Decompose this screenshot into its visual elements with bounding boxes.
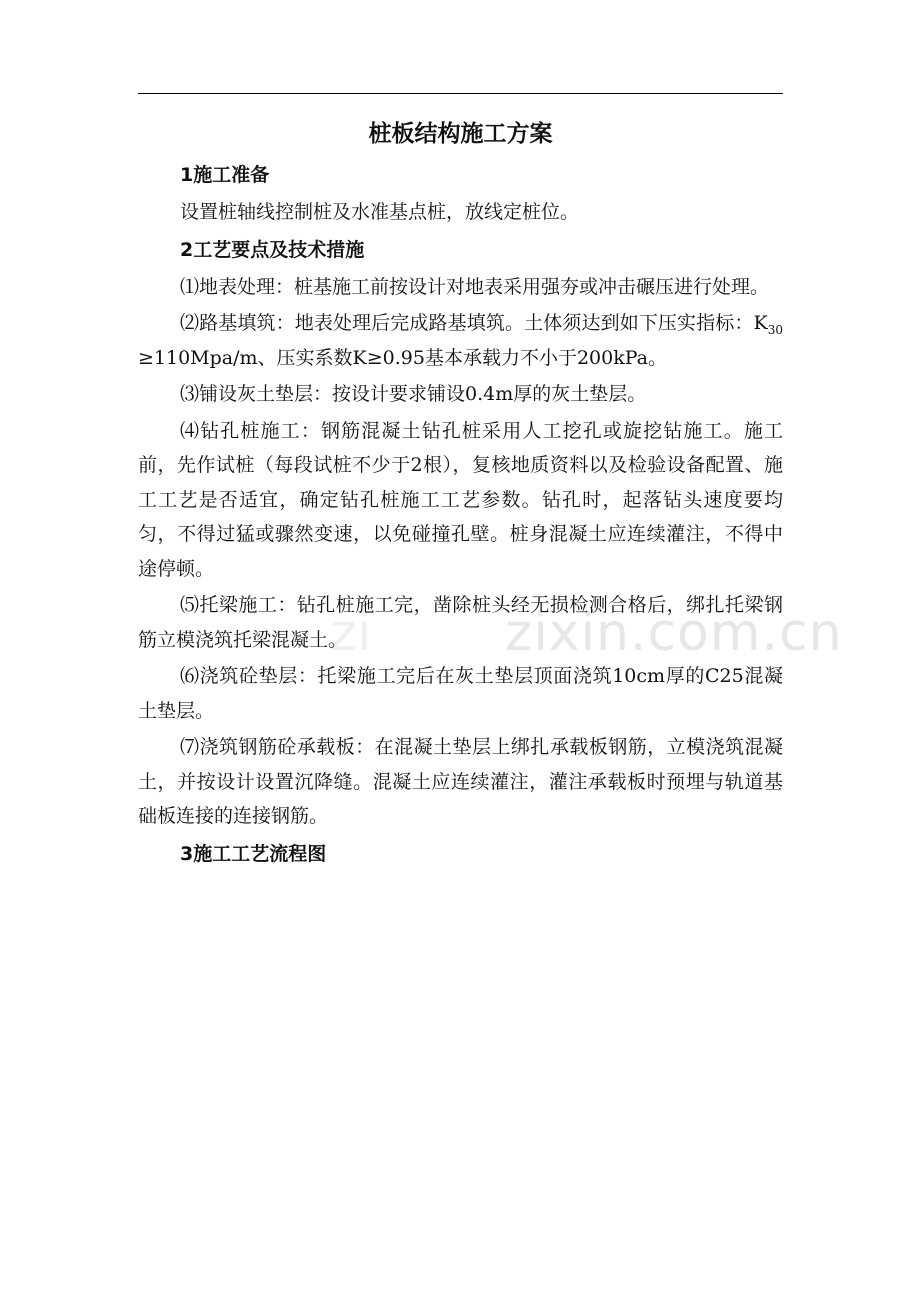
header-rule: [138, 93, 783, 94]
paragraph-lime-soil-layer: ⑶铺设灰土垫层：按设计要求铺设0.4m厚的灰土垫层。: [180, 383, 647, 405]
watermark-left: zi: [330, 603, 372, 663]
paragraph-concrete-cushion: ⑹浇筑砼垫层：托梁施工完后在灰土垫层顶面浇筑10cm厚的C25混凝土垫层。: [138, 665, 783, 722]
paragraph-bored-pile: ⑷钻孔桩施工：钢筋混凝土钻孔桩采用人工挖孔或旋挖钻施工。施工前，先作试桩（每段试桩不少于2根），复核地质资料以及检验设备配置、施工工艺是否适宜，确定钻孔桩施工工艺参数。钻孔时，起落钻头速度要均匀，不得过猛或骤然变速，以免碰撞孔壁。桩身混凝土应连续灌注，不得中途停顿。: [138, 419, 783, 580]
section-heading-2: 2工艺要点及技术措施: [180, 238, 365, 261]
watermark: zixin.com.cn: [505, 603, 843, 663]
paragraph-bearing-slab: ⑺浇筑钢筋砼承载板：在混凝土垫层上绑扎承载板钢筋，立模浇筑混凝土，并按设计设置沉降缝。混凝土应连续灌注，灌注承载板时预埋与轨道基础板连接的连接钢筋。: [138, 736, 783, 827]
subgrade-text-b: ≥110Mpa/m、压实系数K≥0.95基本承载力不小于200kPa。: [138, 346, 668, 369]
paragraph-support-beam: ⑸托梁施工：钻孔桩施工完，凿除桩头经无损检测合格后，绑扎托梁钢筋立模浇筑托梁混凝土。: [138, 594, 783, 651]
section-heading-1: 1施工准备: [180, 164, 270, 186]
section-1-paragraph: 设置桩轴线控制桩及水准基点桩，放线定桩位。: [180, 201, 580, 223]
paragraph-subgrade-filling: [138, 306, 783, 375]
document-title: 桩板结构施工方案: [368, 121, 553, 147]
paragraph-surface-treatment: ⑴地表处理：桩基施工前按设计对地表采用强夯或冲击碾压进行处理。: [180, 275, 770, 298]
k30-subscript: 30: [767, 322, 783, 337]
subgrade-text-a: ⑵路基填筑：地表处理后完成路基填筑。土体须达到如下压实指标：K: [180, 312, 768, 334]
section-heading-3: 3施工工艺流程图: [180, 842, 327, 865]
document-body: [138, 112, 783, 874]
